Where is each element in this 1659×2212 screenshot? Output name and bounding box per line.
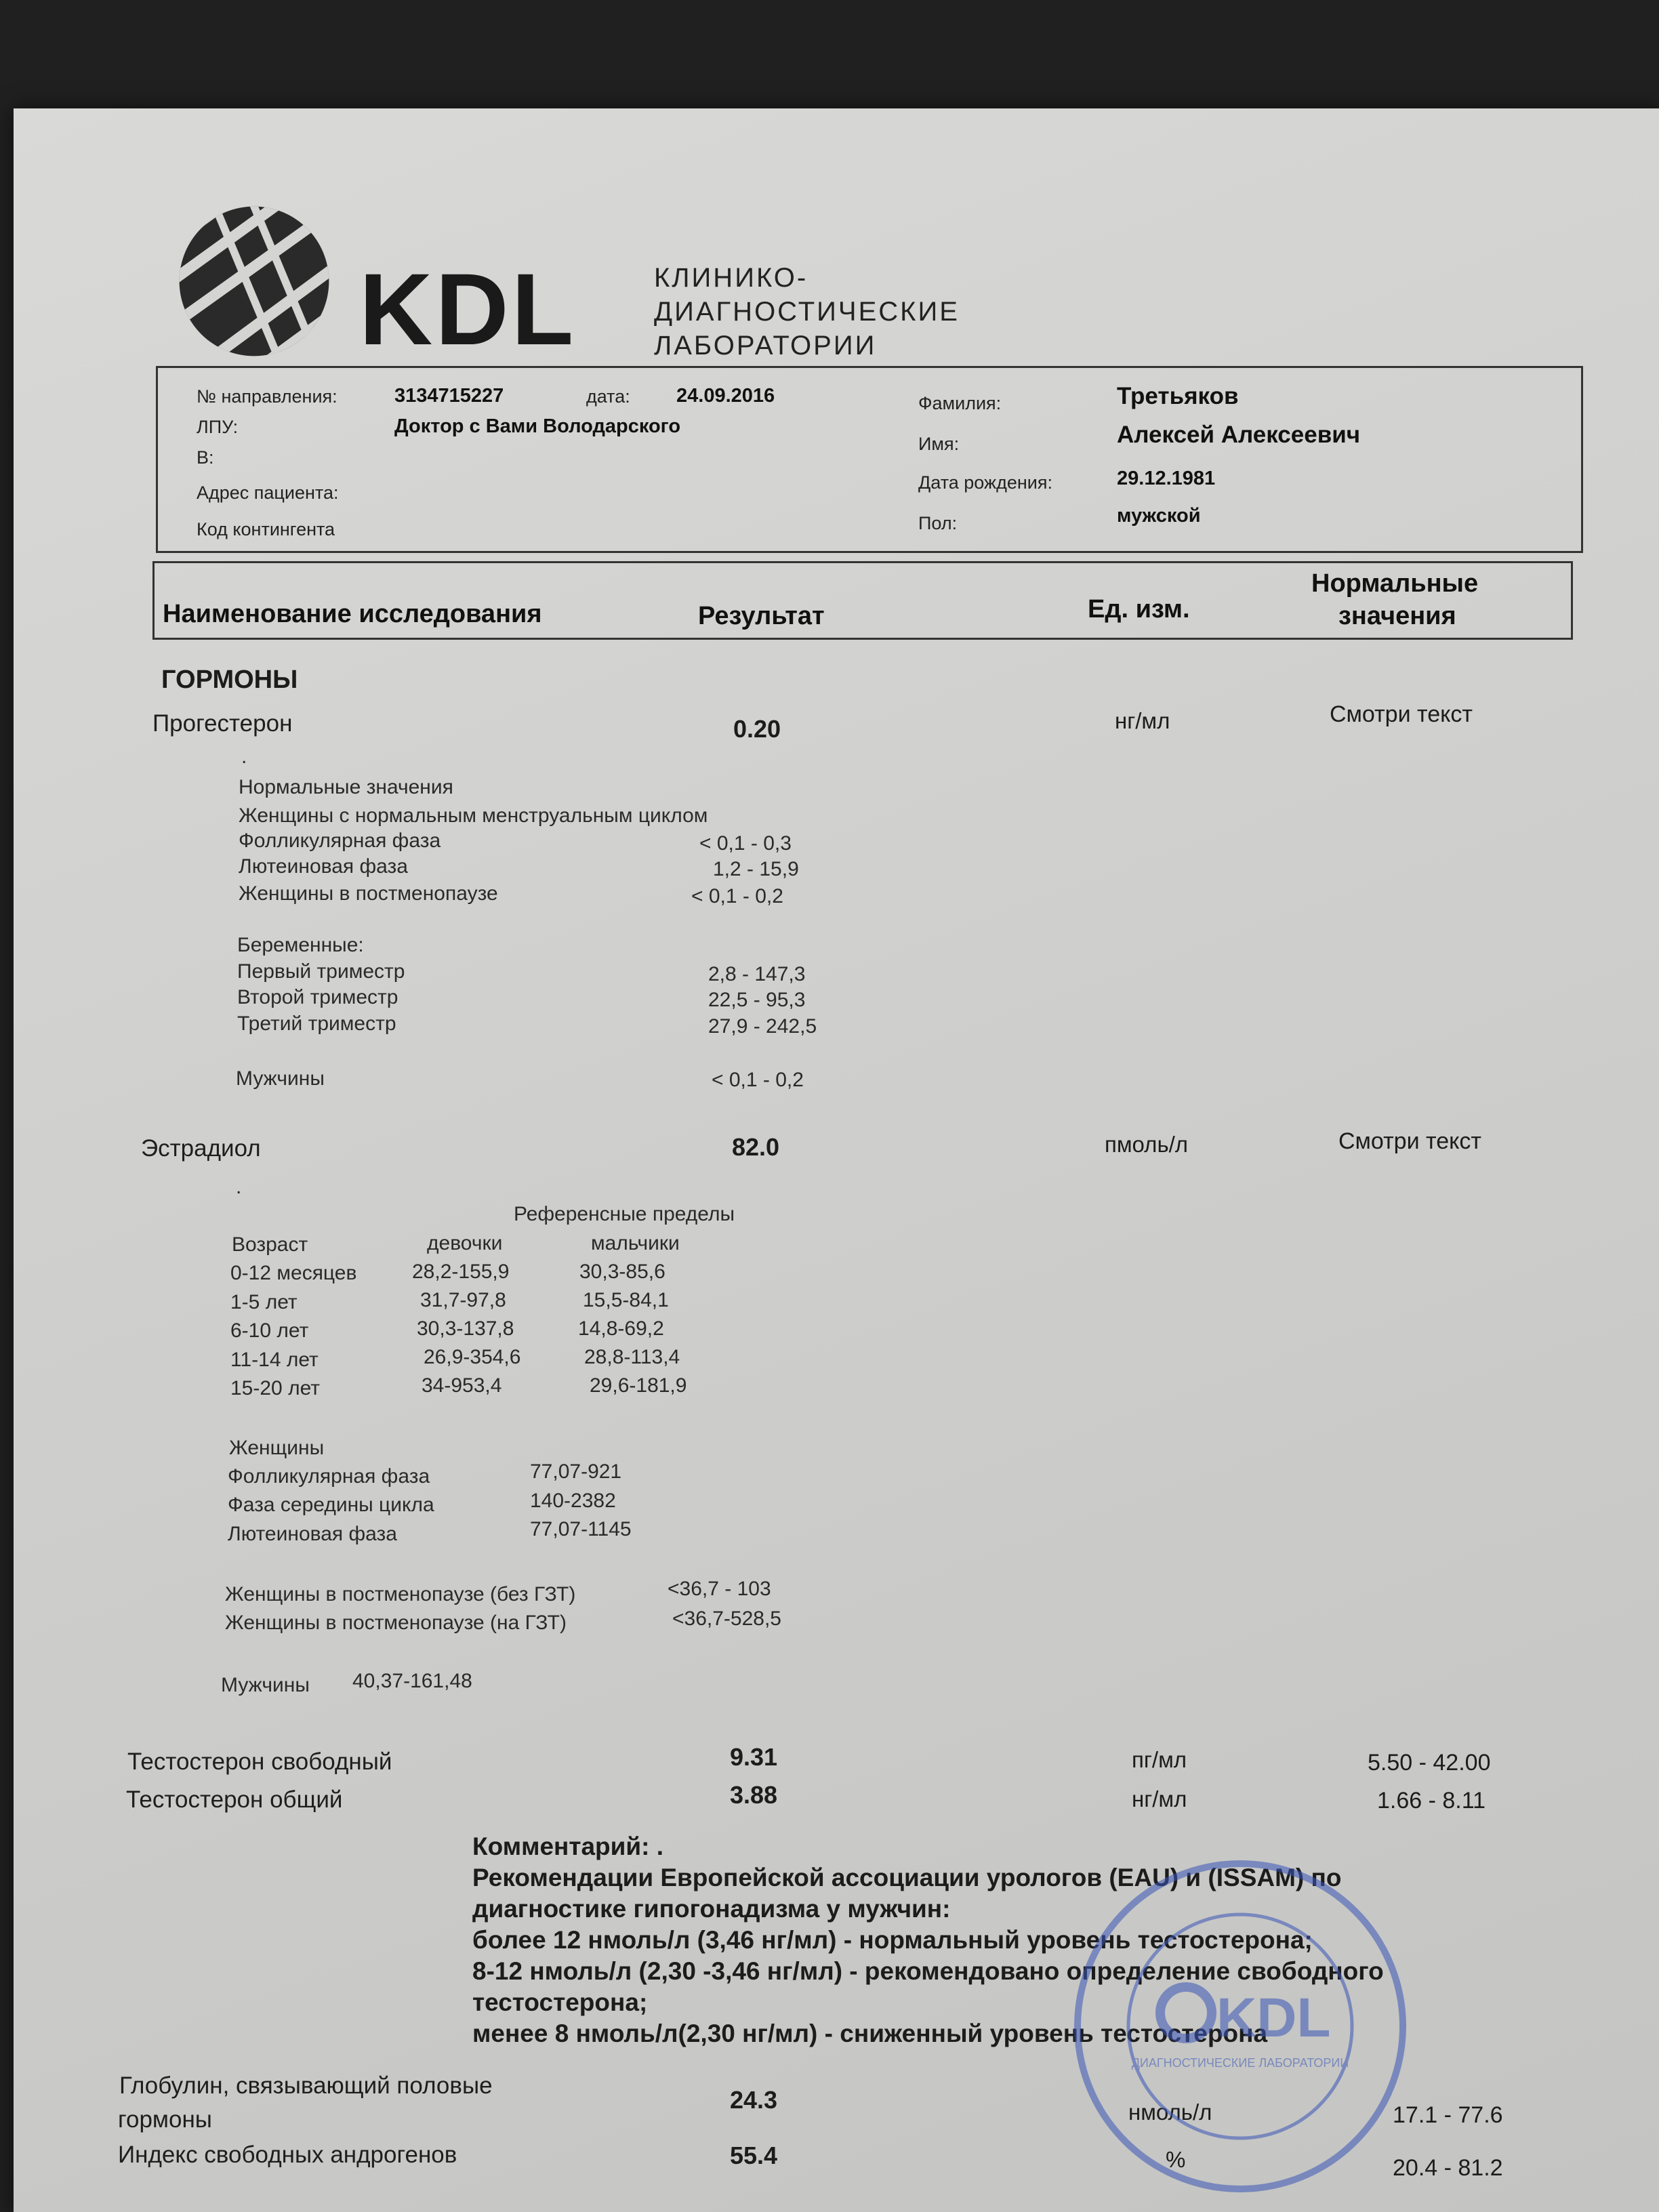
estradiol-post-value: <36,7-528,5 (672, 1607, 781, 1630)
estradiol-age: 6-10 лет (230, 1319, 309, 1342)
estradiol-col-boys: мальчики (591, 1232, 680, 1254)
estradiol-women-label: Фаза середины цикла (228, 1494, 434, 1516)
estradiol-girls: 30,3-137,8 (417, 1317, 514, 1340)
testosterone-free-name: Тестостерон свободный (127, 1748, 392, 1775)
prog-note-label: Женщины с нормальным менструальным циклом (239, 804, 708, 827)
estradiol-boys: 15,5-84,1 (583, 1289, 669, 1311)
progesterone-norm: Смотри текст (1330, 701, 1473, 727)
testosterone-total-unit: нг/мл (1132, 1786, 1187, 1811)
prog-note-label: Первый триместр (237, 960, 405, 983)
comment-text: Комментарий: . Рекомендации Европейской ассоциации урологов (EAU) и (ISSAM) по диагностике гипогонадизма у мужчин: более 12 нмоль/л (3,46 нг/мл) - нормальный уровень тестостерона; 8-12 нмоль/л (2,30 -3,46 нг/мл) - рекомендовано определение свободного тестостерона; менее 8 нмоль/л(2,30 нг/мл) - сниженный уровень тестостерона (472, 1832, 1384, 2047)
estradiol-norm: Смотри текст (1338, 1128, 1481, 1154)
estradiol-post-value: <36,7 - 103 (668, 1578, 771, 1600)
prog-note-value: < 0,1 - 0,2 (691, 885, 783, 907)
estradiol-girls: 31,7-97,8 (420, 1289, 506, 1311)
sex-value: мужской (1117, 505, 1201, 527)
progesterone-result: 0.20 (733, 715, 781, 743)
prog-note-label: Лютеиновая фаза (239, 855, 408, 878)
estradiol-boys: 14,8-69,2 (578, 1317, 664, 1340)
fai-norm: 20.4 - 81.2 (1393, 2155, 1503, 2181)
header-norm-1: Нормальные (1311, 569, 1479, 598)
estradiol-men-label: Мужчины (221, 1674, 310, 1696)
direction-label: № направления: (197, 386, 337, 407)
logo-wordmark: KDL (359, 252, 577, 366)
estradiol-age: 0-12 месяцев (230, 1262, 357, 1284)
dob-label: Дата рождения: (918, 472, 1052, 493)
prog-note-value: 2,8 - 147,3 (708, 963, 806, 985)
estradiol-post-label: Женщины в постменопаузе (без ГЗТ) (225, 1583, 576, 1605)
address-label: Адрес пациента: (197, 483, 339, 503)
estradiol-age: 15-20 лет (230, 1377, 320, 1399)
lpu-value: Доктор с Вами Володарского (394, 415, 681, 437)
estradiol-unit: пмоль/л (1105, 1132, 1189, 1157)
date-value: 24.09.2016 (676, 385, 775, 407)
prog-note-label: Беременные: (237, 934, 364, 956)
shbg-unit: нмоль/л (1128, 2100, 1212, 2125)
prog-note-label: Второй триместр (237, 986, 398, 1008)
svg-text:ДИАГНОСТИЧЕСКИЕ ЛАБОРАТОРИИ: ДИАГНОСТИЧЕСКИЕ ЛАБОРАТОРИИ (1131, 2056, 1349, 2070)
estradiol-women-label: Фолликулярная фаза (228, 1465, 430, 1488)
prog-note-value: < 0,1 - 0,3 (699, 832, 792, 855)
name-label: Имя: (918, 434, 960, 454)
testosterone-total-name: Тестостерон общий (126, 1786, 343, 1813)
prog-note-label: Женщины в постменопаузе (239, 882, 498, 905)
prog-note-value: < 0,1 - 0,2 (712, 1069, 804, 1091)
estradiol-women-value: 140-2382 (530, 1490, 616, 1512)
testosterone-total-result: 3.88 (730, 1781, 778, 1809)
estradiol-age: 1-5 лет (230, 1291, 298, 1313)
header-norm-2: значения (1338, 602, 1456, 630)
logo-subtitle: КЛИНИКО- ДИАГНОСТИЧЕСКИЕ ЛАБОРАТОРИИ (654, 263, 960, 361)
dob-value: 29.12.1981 (1117, 468, 1216, 489)
shbg-name-2: гормоны (118, 2106, 212, 2133)
progesterone-unit: нг/мл (1115, 708, 1170, 733)
estradiol-name: Эстрадиол (141, 1135, 261, 1162)
fai-result: 55.4 (730, 2142, 778, 2169)
estradiol-col-girls: девочки (427, 1232, 503, 1254)
prog-note-value: 22,5 - 95,3 (708, 989, 806, 1011)
estradiol-col-age: Возраст (232, 1233, 308, 1256)
estradiol-age: 11-14 лет (230, 1349, 319, 1371)
testosterone-total-norm: 1.66 - 8.11 (1377, 1788, 1486, 1814)
progesterone-dot: . (241, 745, 247, 768)
kdl-logo-mark (176, 203, 332, 359)
prog-note-label: Мужчины (236, 1067, 325, 1090)
prog-note-label: Третий триместр (237, 1012, 396, 1035)
testosterone-free-norm: 5.50 - 42.00 (1368, 1750, 1491, 1776)
estradiol-men-value: 40,37-161,48 (352, 1670, 472, 1692)
estradiol-boys: 29,6-181,9 (590, 1374, 687, 1397)
fai-name: Индекс свободных андрогенов (118, 2142, 457, 2168)
patient-info-box (156, 366, 1583, 553)
shbg-result: 24.3 (730, 2086, 778, 2114)
estradiol-women-value: 77,07-921 (530, 1460, 622, 1483)
shbg-name-1: Глобулин, связывающий половые (119, 2072, 493, 2099)
estradiol-dot: . (236, 1176, 242, 1198)
prog-note-label: Фолликулярная фаза (239, 830, 441, 852)
estradiol-women-value: 77,07-1145 (530, 1518, 632, 1540)
progesterone-name: Прогестерон (152, 710, 293, 737)
estradiol-ref-title: Референсные пределы (514, 1203, 735, 1225)
estradiol-result: 82.0 (732, 1133, 780, 1161)
header-unit: Ед. изм. (1088, 595, 1190, 623)
prog-note-label: Нормальные значения (239, 776, 453, 798)
estradiol-girls: 28,2-155,9 (412, 1261, 510, 1283)
v-label: В: (197, 447, 214, 468)
prog-note-value: 27,9 - 242,5 (708, 1015, 817, 1038)
svg-text:KDL: KDL (1216, 1987, 1331, 2049)
prog-note-value: 1,2 - 15,9 (713, 858, 799, 880)
estradiol-boys: 30,3-85,6 (579, 1261, 665, 1283)
estradiol-post-label: Женщины в постменопаузе (на ГЗТ) (225, 1612, 567, 1634)
surname-label: Фамилия: (918, 393, 1002, 413)
date-label: дата: (586, 386, 630, 407)
fai-unit: % (1166, 2147, 1186, 2172)
header-name: Наименование исследования (163, 600, 542, 628)
kdl-stamp (1071, 1857, 1410, 2196)
contingent-label: Код контингента (197, 519, 335, 539)
name-value: Алексей Алексеевич (1117, 422, 1361, 448)
estradiol-women-label: Лютеиновая фаза (228, 1523, 397, 1545)
estradiol-girls: 26,9-354,6 (424, 1346, 521, 1368)
estradiol-women-title: Женщины (229, 1437, 325, 1459)
section-title: ГОРМОНЫ (161, 665, 298, 694)
header-result: Результат (698, 602, 825, 630)
direction-value: 3134715227 (394, 385, 504, 407)
testosterone-free-result: 9.31 (730, 1743, 778, 1771)
lpu-label: ЛПУ: (197, 417, 239, 437)
estradiol-boys: 28,8-113,4 (584, 1346, 680, 1368)
estradiol-girls: 34-953,4 (422, 1374, 502, 1397)
sex-label: Пол: (918, 513, 958, 533)
surname-value: Третьяков (1117, 383, 1239, 409)
shbg-norm: 17.1 - 77.6 (1393, 2102, 1503, 2128)
testosterone-free-unit: пг/мл (1132, 1747, 1187, 1772)
